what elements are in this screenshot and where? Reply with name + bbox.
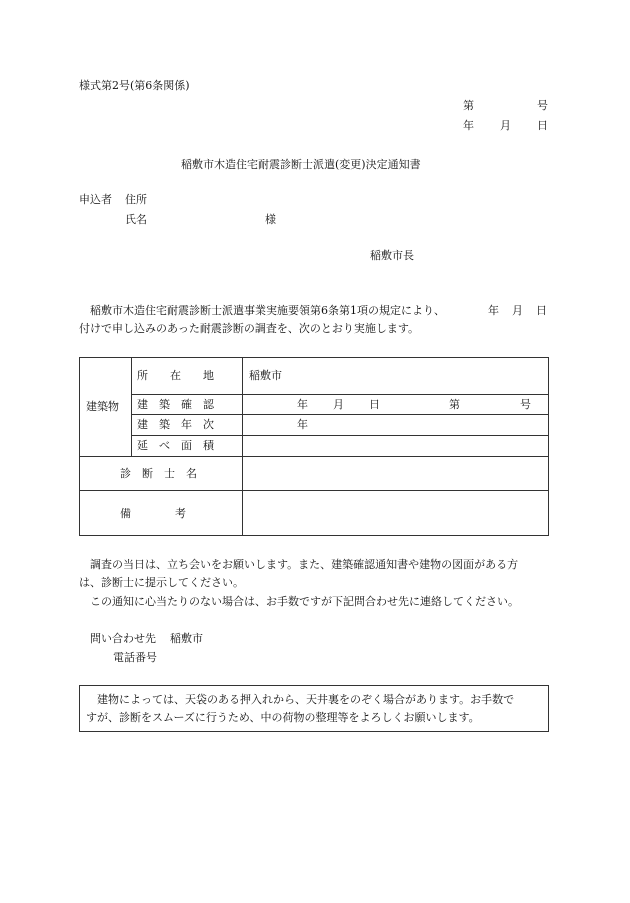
- body-line-1: 稲敷市木造住宅耐震診断士派遣事業実施要領第6条第1項の規定により、: [90, 304, 445, 317]
- confirmation-go: 号: [520, 398, 531, 411]
- note-box: [79, 685, 549, 732]
- table-divider: [80, 490, 549, 491]
- confirmation-month: 月: [333, 398, 344, 411]
- honorific-sama: 様: [265, 213, 276, 226]
- phone-label: 電話番号: [113, 651, 157, 664]
- form-number: 様式第2号(第6条関係): [79, 79, 190, 92]
- date-year: 年: [463, 119, 474, 132]
- diagnostician-name-label: 診 断 士 名: [120, 467, 197, 480]
- name-label: 氏名: [125, 213, 147, 226]
- document-number-dai: 第: [463, 99, 474, 112]
- table-divider: [80, 456, 549, 457]
- location-label: 所 在 地: [137, 369, 214, 382]
- applicant-label: 申込者: [79, 193, 112, 206]
- building-label: 建築物: [86, 400, 119, 413]
- body-date-month: 月: [512, 304, 523, 317]
- table-divider: [131, 435, 549, 436]
- building-info-table: [79, 357, 549, 536]
- confirmation-year: 年: [297, 398, 308, 411]
- contact-label: 問い合わせ先: [90, 632, 156, 645]
- document-title: 稲敷市木造住宅耐震診断士派遣(変更)決定通知書: [181, 158, 421, 171]
- instruction-line-3: この通知に心当たりのない場合は、お手数ですが下記問合わせ先に連絡してください。: [90, 595, 519, 608]
- construction-year: 年: [297, 418, 308, 431]
- note-line-2: すが、診断をスムーズに行うため、中の荷物の整理等をよろしくお願いします。: [86, 711, 480, 724]
- body-line-2: 付けで申し込みのあった耐震診断の調査を、次のとおり実施します。: [79, 322, 420, 335]
- issuer-name: 稲敷市長: [370, 249, 414, 262]
- date-month: 月: [500, 119, 511, 132]
- address-label: 住所: [125, 193, 147, 206]
- location-value: 稲敷市: [249, 369, 282, 382]
- contact-value: 稲敷市: [170, 632, 203, 645]
- building-confirmation-label: 建 築 確 認: [137, 398, 214, 411]
- instruction-line-1: 調査の当日は、立ち会いをお願いします。また、建築確認通知書や建物の図面がある方: [90, 558, 519, 571]
- remarks-label: 備 考: [120, 507, 186, 520]
- instruction-line-2: は、診断士に提示してください。: [79, 576, 244, 589]
- table-divider: [242, 358, 243, 535]
- construction-year-label: 建 築 年 次: [137, 418, 214, 431]
- note-line-1: 建物によっては、天袋のある押入れから、天井裏をのぞく場合があります。お手数で: [97, 693, 515, 706]
- document-number-go: 号: [537, 99, 548, 112]
- body-date-day: 日: [536, 304, 547, 317]
- table-divider: [131, 358, 132, 456]
- floor-area-label: 延 べ 面 積: [137, 439, 214, 452]
- date-day: 日: [537, 119, 548, 132]
- table-divider: [131, 414, 549, 415]
- confirmation-day: 日: [369, 398, 380, 411]
- table-divider: [131, 394, 549, 395]
- confirmation-dai: 第: [449, 398, 460, 411]
- body-date-year: 年: [488, 304, 499, 317]
